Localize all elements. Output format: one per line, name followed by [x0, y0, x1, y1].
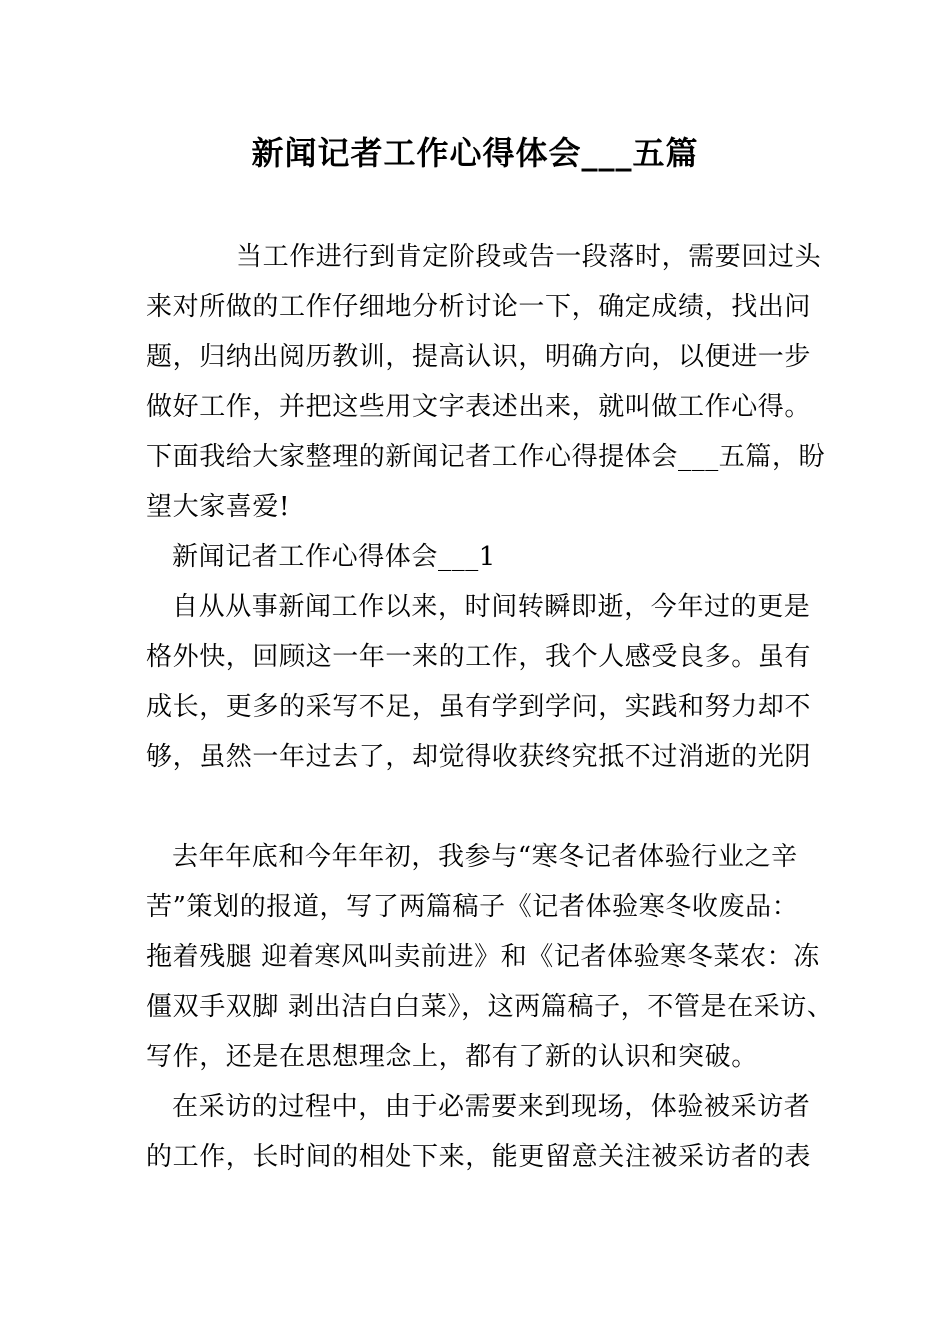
- paragraph-line: 成长，更多的采写不足，虽有学到学问，实践和努力却不: [146, 692, 812, 722]
- paragraph-line: 格外快，回顾这一年一来的工作，我个人感受良多。虽有: [146, 642, 812, 672]
- paragraph-line: 自从从事新闻工作以来，时间转瞬即逝，今年过的更是: [172, 592, 811, 622]
- paragraph-line: 当工作进行到肯定阶段或告一段落时，需要回过头: [236, 242, 822, 272]
- paragraph-line: 做好工作，并把这些用文字表述出来，就叫做工作心得。: [146, 392, 812, 422]
- paragraph-line: 题，归纳出阅历教训，提高认识，明确方向，以便进一步: [146, 342, 812, 372]
- paragraph-line: 的工作，长时间的相处下来，能更留意关注被采访者的表: [146, 1142, 812, 1172]
- paragraph-line: 够，虽然一年过去了，却觉得收获终究抵不过消逝的光阴: [146, 742, 812, 772]
- paragraph-line: 来对所做的工作仔细地分析讨论一下，确定成绩，找出问: [146, 292, 812, 322]
- paragraph-line: 在采访的过程中，由于必需要来到现场，体验被采访者: [172, 1092, 811, 1122]
- paragraph-line: 拖着残腿 迎着寒风叫卖前进》和《记者体验寒冬菜农：冻: [146, 942, 820, 972]
- paragraph-line: 僵双手双脚 剥出洁白白菜》，这两篇稿子，不管是在采访、: [146, 992, 834, 1022]
- paragraph-line: 写作，还是在思想理念上，都有了新的认识和突破。: [146, 1042, 758, 1072]
- paragraph-line: 望大家喜爱!: [146, 492, 291, 522]
- paragraph-line: 去年年底和今年年初，我参与“寒冬记者体验行业之辛: [172, 842, 798, 872]
- document-title: 新闻记者工作心得体会___五篇: [251, 134, 699, 172]
- section-heading: 新闻记者工作心得体会___1: [172, 542, 496, 572]
- paragraph-line: 下面我给大家整理的新闻记者工作心得提体会___五篇，盼: [146, 442, 826, 472]
- paragraph-line: 苦”策划的报道，写了两篇稿子《记者体验寒冬收废品：: [146, 892, 799, 922]
